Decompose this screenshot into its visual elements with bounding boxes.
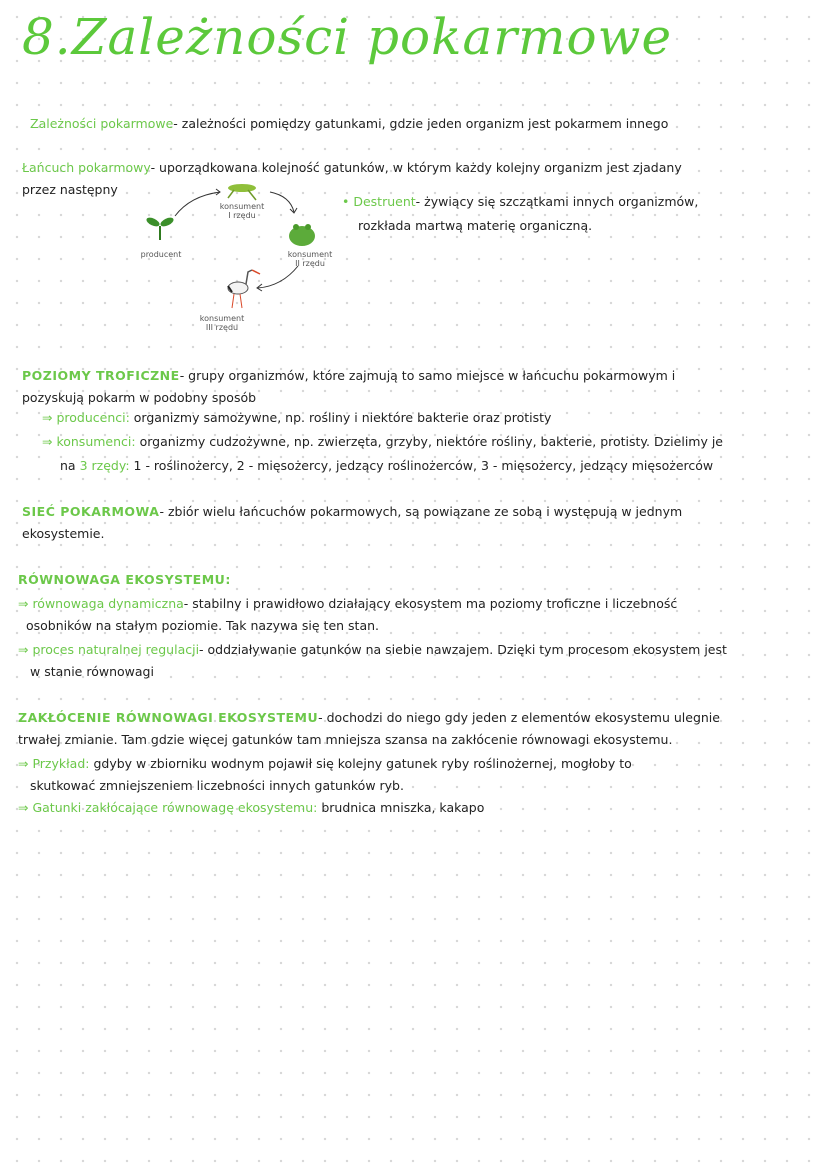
label-consumer-3 (192, 314, 252, 332)
balance-reg-term: ⇒ proces naturalnej regulacji (18, 642, 200, 657)
page-title: 8.Zależności pokarmowe (22, 8, 673, 66)
consumers-line-2 (60, 458, 713, 474)
disruption-term: ZAKŁÓCENIE RÓWNOWAGI EKOSYSTEMU (18, 710, 319, 725)
species-line (18, 800, 484, 816)
consumers-term: ⇒ konsumenci: (42, 434, 136, 449)
label-consumer-1-a: konsument (219, 202, 265, 211)
disruption-line-1 (18, 710, 720, 726)
frog-icon (289, 224, 315, 246)
trophic-def-1: - grupy organizmów, które zajmują to samo miejsce w łańcuchu pokarmowym i (179, 368, 676, 383)
destruent-line-2: rozkłada martwą materię organiczną. (358, 218, 593, 233)
balance-heading (18, 572, 231, 588)
chain-line-2: przez następny (22, 182, 118, 197)
disruption-line-2: trwałej zmianie. Tam gdzie więcej gatunków tam mniejsza szansa na zakłócenie równowagi ekosystemu. (18, 732, 673, 747)
example-def-1: gdyby w zbiorniku wodnym pojawił się kolejny gatunek ryby roślinożernej, mogłoby to (93, 756, 632, 771)
destruent-term: • Destruent (342, 194, 416, 209)
web-term: SIEĆ POKARMOWA (22, 504, 160, 519)
chain-term: Łańcuch pokarmowy (22, 160, 151, 175)
species-def: brudnica mniszka, kakapo (321, 800, 485, 815)
web-def-1: - zbiór wielu łańcuchów pokarmowych, są powiązane ze sobą i występują w jednym (159, 504, 683, 519)
chain-line-1 (22, 160, 682, 176)
label-consumer-2-a: konsument (287, 250, 333, 259)
consumers-term-2: 3 rzędy: (79, 458, 130, 473)
balance-reg-line-1 (18, 642, 727, 658)
intro-def: - zależności pomiędzy gatunkami, gdzie jeden organizm jest pokarmem innego (173, 116, 669, 131)
species-term: ⇒ Gatunki zakłócające równowagę ekosystemu: (18, 800, 318, 815)
consumers-def-1: organizmy cudzożywne, np. zwierzęta, grzyby, niektóre rośliny, bakterie, protisty. Dzielimy je (139, 434, 724, 449)
trophic-line-2: pozyskują pokarm w podobny sposób (22, 390, 257, 405)
web-line-1 (22, 504, 682, 520)
example-line-2: skutkować zmniejszeniem liczebności innych gatunków ryb. (30, 778, 404, 793)
grasshopper-icon (228, 184, 256, 200)
balance-dyn-line-2: osobników na stałym poziomie. Tak nazywa się ten stan. (26, 618, 379, 633)
balance-term: RÓWNOWAGA EKOSYSTEMU: (18, 572, 231, 587)
example-term: ⇒ Przykład: (18, 756, 90, 771)
label-consumer-3-b: III rzędu (205, 323, 239, 332)
label-consumer-2 (280, 250, 340, 268)
destruent-def-1: - żywiący się szczątkami innych organizmów, (415, 194, 699, 209)
consumers-line-1 (42, 434, 723, 450)
intro-line (30, 116, 668, 132)
plant-icon (145, 216, 175, 240)
label-consumer-1 (212, 202, 272, 220)
trophic-term: POZIOMY TROFICZNE (22, 368, 180, 383)
label-producer: producent (140, 250, 182, 259)
disruption-def-1: - dochodzi do niego gdy jeden z elementów ekosystemu ulegnie (318, 710, 720, 725)
balance-dyn-line-1 (18, 596, 677, 612)
stork-icon (228, 270, 260, 308)
producers-line (42, 410, 551, 426)
trophic-line-1 (22, 368, 675, 384)
balance-reg-line-2: w stanie równowagi (30, 664, 154, 679)
consumers-def-2: 1 - roślinożercy, 2 - mięsożercy, jedzący roślinożerców, 3 - mięsożercy, jedzący mięsożerców (133, 458, 714, 473)
consumers-pre: na (60, 458, 76, 473)
producers-def: organizmy samożywne, np. rośliny i niektóre bakterie oraz protisty (133, 410, 552, 425)
label-consumer-2-b: II rzędu (295, 259, 325, 268)
example-line-1 (18, 756, 632, 772)
arrow-icon (258, 266, 298, 288)
intro-term: Zależności pokarmowe (30, 116, 174, 131)
chain-def-1: - uporządkowana kolejność gatunków, w którym każdy kolejny organizm jest zjadany (150, 160, 682, 175)
label-consumer-3-a: konsument (199, 314, 245, 323)
destruent-line-1 (342, 194, 698, 210)
balance-reg-def-1: - oddziaływanie gatunków na siebie nawzajem. Dzięki tym procesom ekosystem jest (199, 642, 727, 657)
producers-term: ⇒ producenci: (42, 410, 130, 425)
label-consumer-1-b: I rzędu (228, 211, 256, 220)
balance-dyn-term: ⇒ równowaga dynamiczna (18, 596, 184, 611)
web-line-2: ekosystemie. (22, 526, 105, 541)
balance-dyn-def-1: - stabilny i prawidłowo działający ekosystem ma poziomy troficzne i liczebność (183, 596, 678, 611)
